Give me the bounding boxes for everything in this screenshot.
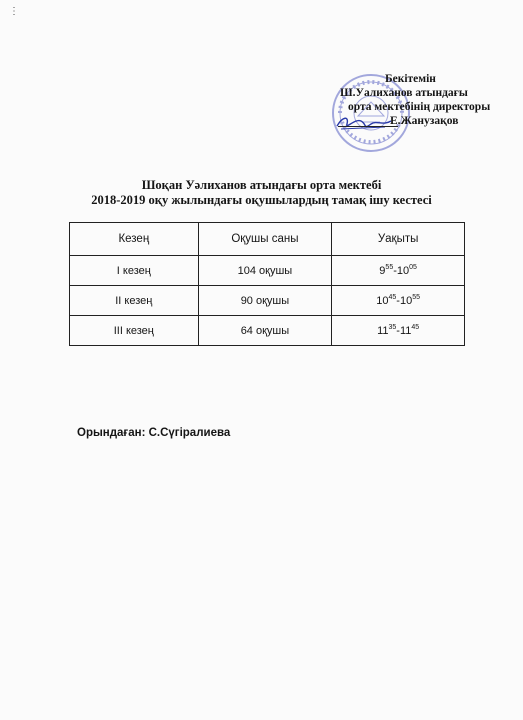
cell-students: 104 оқушы: [198, 256, 332, 286]
time-end-hour: 11: [399, 324, 412, 337]
approval-block: [330, 72, 490, 128]
title-school: Шоқан Уәлиханов атындағы орта мектебі: [141, 178, 382, 192]
time-start-minute: 55: [385, 263, 394, 271]
approval-heading: Бекітемін: [385, 73, 436, 85]
time-separator: -: [393, 264, 397, 277]
cell-students: 90 оқушы: [198, 286, 332, 316]
time-end-minute: 45: [411, 323, 420, 331]
approval-school-name: Ш.Уалиханов атындағы: [340, 87, 468, 99]
scan-mark-icon: ⋮: [9, 6, 19, 17]
cell-time: [332, 316, 465, 346]
cell-time: [332, 256, 465, 286]
cell-period: ІІ кезең: [70, 286, 199, 316]
cell-students: 64 оқушы: [198, 316, 332, 346]
time-start-minute: 45: [388, 293, 397, 301]
time-separator: -: [396, 294, 400, 307]
time-separator: -: [396, 324, 400, 337]
meal-schedule-table: [69, 222, 465, 346]
executor-signature-line: Орындаған: С.Сүгіралиева: [77, 427, 231, 439]
signature-line: [338, 126, 398, 127]
time-end-hour: 10: [396, 264, 410, 277]
table-row: [70, 286, 465, 316]
time-start-minute: 35: [388, 323, 397, 331]
column-header-period: Кезең: [70, 223, 199, 256]
document-title: [0, 178, 523, 208]
title-schedule: 2018-2019 оқу жылындағы оқушылардың тамақ ішу кестесі: [91, 193, 432, 207]
table-row: [70, 316, 465, 346]
table-header-row: [70, 223, 465, 256]
column-header-students: Оқушы саны: [198, 223, 332, 256]
time-start-hour: 11: [377, 324, 389, 337]
time-end-minute: 55: [412, 293, 420, 301]
approval-position: орта мектебінің директоры: [348, 101, 491, 113]
time-start-hour: 9: [379, 264, 386, 277]
cell-period: І кезең: [70, 256, 199, 286]
time-end-hour: 10: [399, 294, 413, 307]
time-end-minute: 05: [409, 263, 417, 271]
cell-period: ІІІ кезең: [70, 316, 199, 346]
time-start-hour: 10: [376, 294, 389, 307]
table-row: [70, 256, 465, 286]
cell-time: [332, 286, 465, 316]
approval-director-name: Е.Жанузақов: [390, 115, 459, 127]
column-header-time: Уақыты: [332, 223, 465, 256]
